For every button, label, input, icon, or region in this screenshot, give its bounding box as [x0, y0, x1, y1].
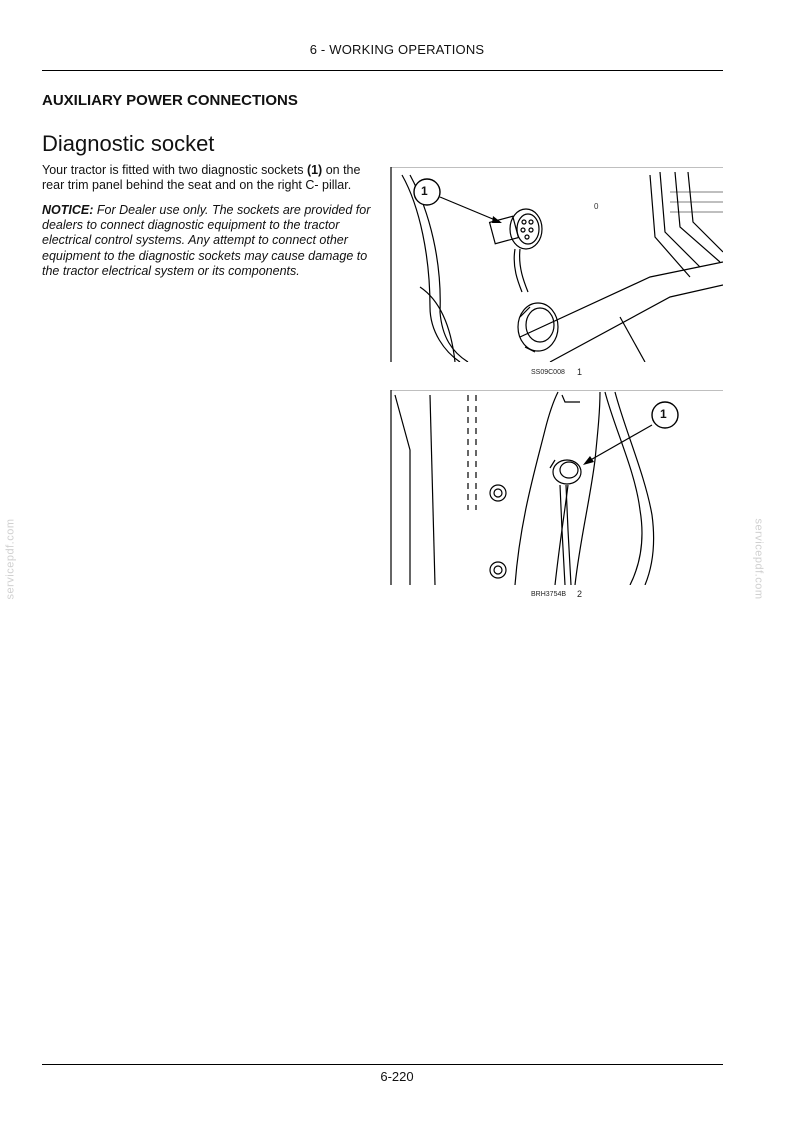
section-title: AUXILIARY POWER CONNECTIONS — [42, 92, 298, 109]
figure-1-callout-label: 1 — [421, 184, 428, 198]
watermark-left: servicepdf.com — [4, 518, 17, 600]
intro-text-start: Your tractor is fitted with two diagnostic sockets — [42, 163, 307, 177]
socket-illustration-2 — [390, 390, 723, 585]
chapter-header: 6 - WORKING OPERATIONS — [309, 42, 485, 57]
callout-reference: (1) — [306, 163, 323, 177]
figure-rear-trim-socket — [390, 167, 723, 362]
intro-text-end: on the rear trim panel behind the seat and on the right C- pillar. — [42, 163, 361, 193]
intro-paragraph — [42, 163, 378, 193]
page-number: 6-220 — [380, 1069, 414, 1084]
socket-illustration-1 — [390, 167, 723, 362]
figure-2-number: 2 — [577, 589, 583, 599]
figure-2-callout-label: 1 — [660, 407, 667, 421]
figure-2-code: BRH3754B — [531, 591, 567, 598]
figure-1-code: SS09C008 — [531, 369, 565, 376]
header-rule — [42, 70, 723, 71]
figure-1-stray-mark: 0 — [594, 202, 599, 211]
notice-paragraph — [42, 203, 378, 279]
notice-label: NOTICE: — [42, 203, 94, 217]
subsection-title: Diagnostic socket — [42, 131, 215, 156]
figure-1-number: 1 — [577, 367, 583, 377]
notice-body: For Dealer use only. The sockets are provided for dealers to connect diagnostic equipment to the tractor electrical control systems. Any attempt to connect other equipment to the diagnostic sockets may cause damage to the tractor electrical system or its components. — [42, 203, 371, 278]
figure-c-pillar-socket — [390, 390, 723, 585]
watermark-right: servicepdf.com — [752, 518, 765, 600]
footer-rule — [42, 1064, 723, 1065]
